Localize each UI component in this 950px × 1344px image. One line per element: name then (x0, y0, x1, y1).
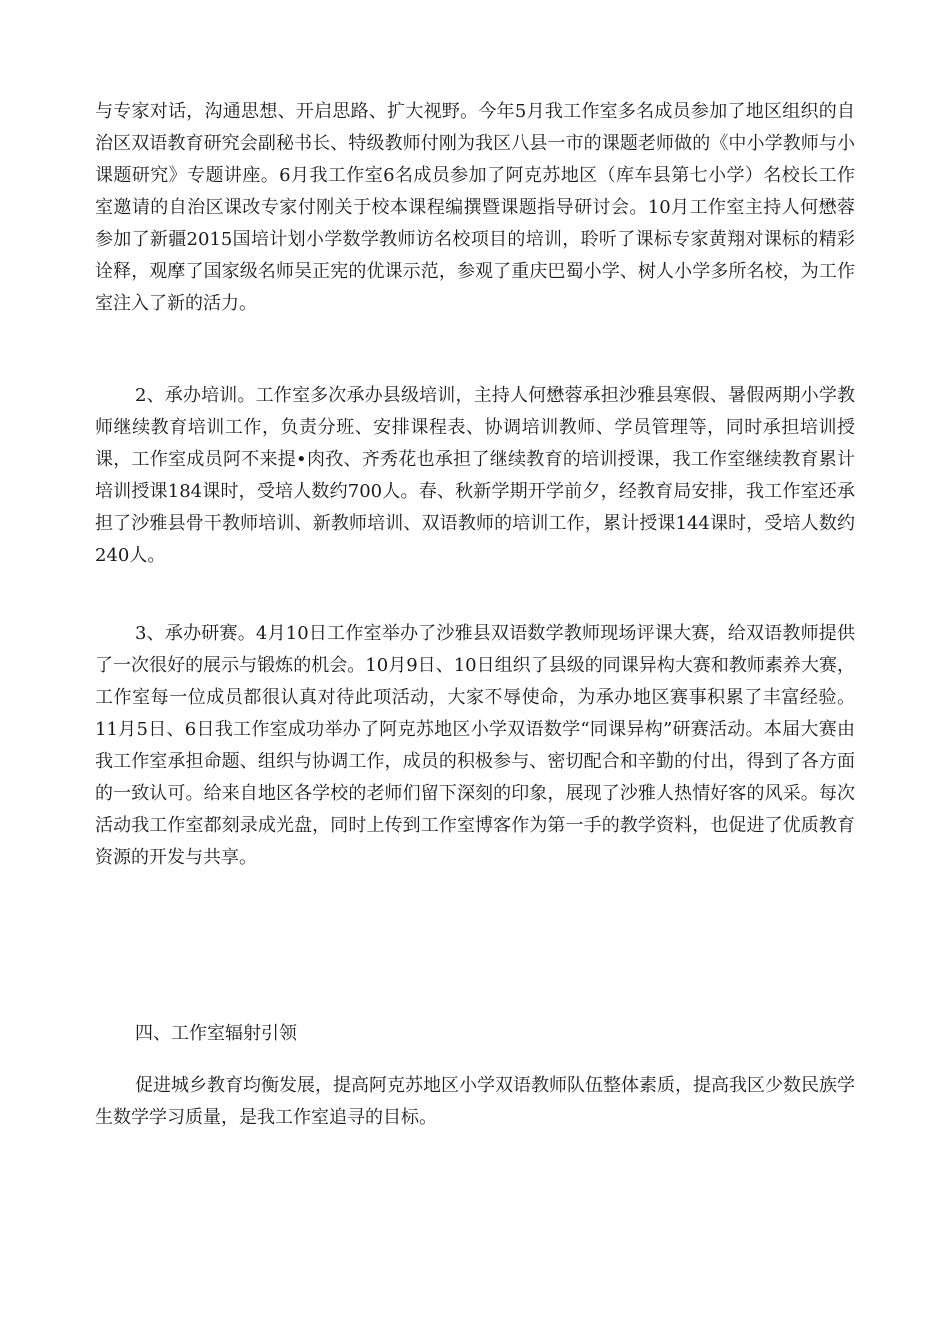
paragraph-training: 2、承办培训。工作室多次承办县级培训，主持人何懋蓉承担沙雅县寒假、暑假两期小学教师继续教育培训工作，负责分班、安排课程表、协调培训教师、学员管理等，同时承担培训授课，工作室成员阿不来提•肉孜、齐秀花也承担了继续教育的培训授课，我工作室继续教育累计培训授课184课时，受培人数约700人。春、秋新学期开学前夕，经教育局安排，我工作室还承担了沙雅县骨干教师培训、新教师培训、双语教师的培训工作，累计授课144课时，受培人数约240人。 (95, 385, 855, 566)
paragraph-continuation: 与专家对话，沟通思想、开启思路、扩大视野。今年5月我工作室多名成员参加了地区组织的自治区双语教育研究会副秘书长、特级教师付刚为我区八县一市的课题老师做的《中小学教师与小课题研究》专题讲座。6月我工作室6名成员参加了阿克苏地区（库车县第七小学）名校长工作室邀请的自治区课改专家付刚关于校本课程编撰暨课题指导研讨会。10月工作室主持人何懋蓉参加了新疆2015国培计划小学数学教师访名校项目的培训，聆听了课标专家黄翔对课标的精彩诠释，观摩了国家级名师吴正宪的优课示范，参观了重庆巴蜀小学、树人小学多所名校，为工作室注入了新的活力。 (95, 101, 855, 314)
paragraph-competition: 3、承办研赛。4月10日工作室举办了沙雅县双语数学教师现场评课大赛，给双语教师提供了一次很好的展示与锻炼的机会。10月9日、10日组织了县级的同课异构大赛和教师素养大赛，工作室每一位成员都很认真对待此项活动，大家不辱使命，为承办地区赛事积累了丰富经验。11月5日、6日我工作室成功举办了阿克苏地区小学双语数学“同课异构”研赛活动。本届大赛由我工作室承担命题、组织与协调工作，成员的积极参与、密切配合和辛勤的付出，得到了各方面的一致认可。给来自地区各学校的老师们留下深刻的印象，展现了沙雅人热情好客的风采。每次活动我工作室都刻录成光盘，同时上传到工作室博客作为第一手的教学资料，也促进了优质教育资源的开发与共享。 (95, 623, 855, 868)
paragraph-goal: 促进城乡教育均衡发展，提高阿克苏地区小学双语教师队伍整体素质，提高我区少数民族学生数学学习质量，是我工作室追寻的目标。 (95, 1075, 855, 1128)
section-heading: 四、工作室辐射引领 (135, 1023, 297, 1044)
